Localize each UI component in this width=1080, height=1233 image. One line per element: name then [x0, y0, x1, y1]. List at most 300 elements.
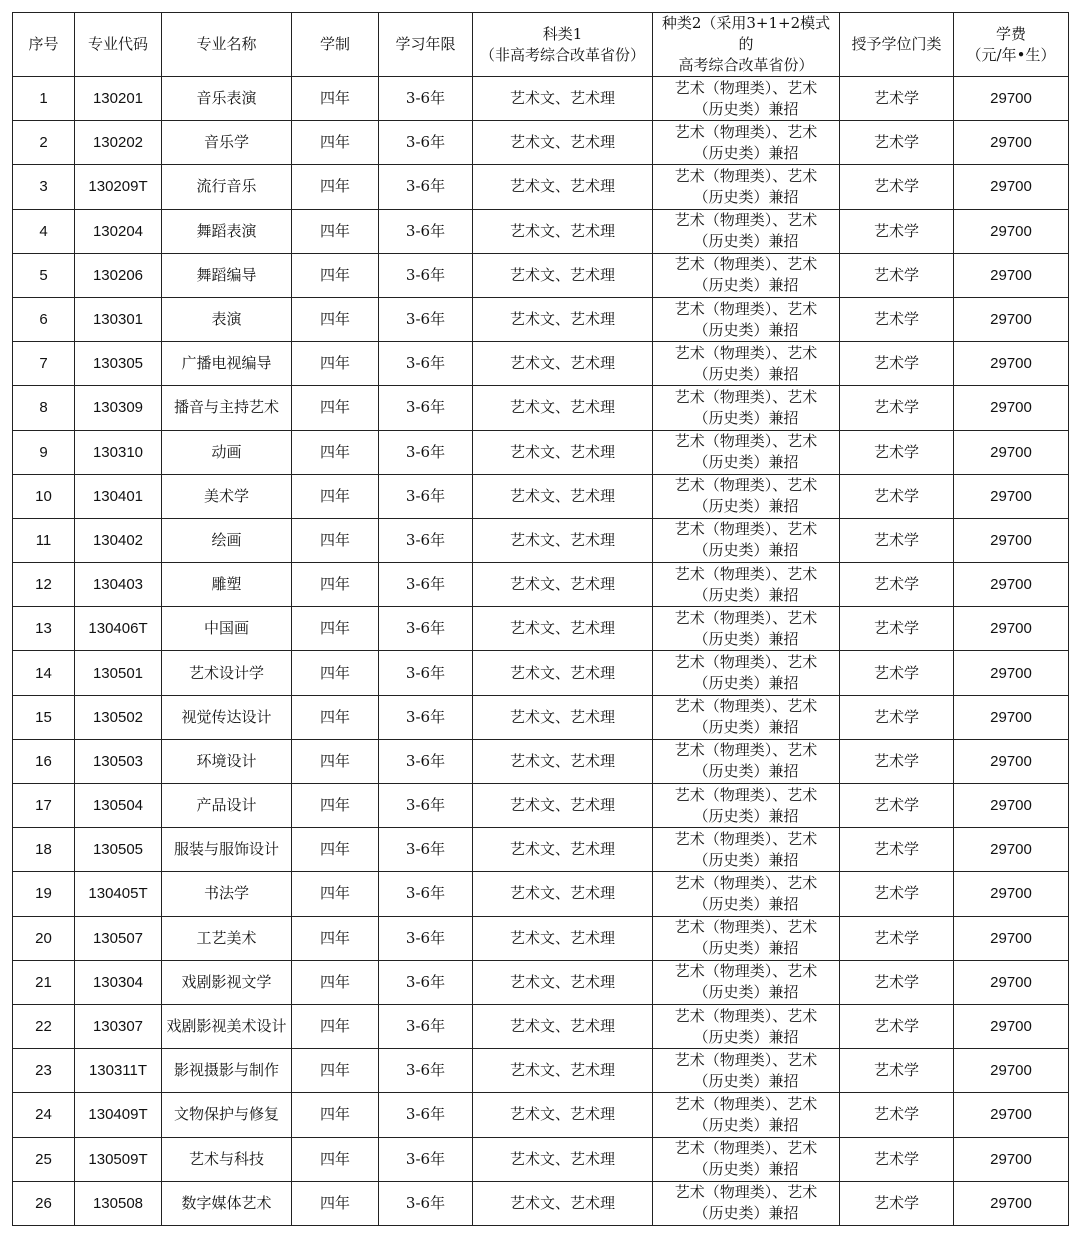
table-row	[13, 77, 1069, 121]
cell-subject1: 艺术文、艺术理	[473, 474, 653, 518]
cell-code: 130206	[75, 253, 162, 297]
cell-system: 四年	[292, 563, 379, 607]
header-name: 专业名称	[162, 13, 292, 77]
cell-fee: 29700	[954, 342, 1069, 386]
cell-seq: 12	[13, 563, 75, 607]
cell-subject2-line2: （历史类）兼招	[693, 1204, 799, 1223]
cell-years: 3-6年	[379, 1004, 473, 1048]
cell-years: 3-6年	[379, 474, 473, 518]
cell-subject2-line1: 艺术（物理类）、艺术	[674, 387, 818, 406]
cell-subject2-line1: 艺术（物理类）、艺术	[674, 608, 818, 627]
cell-seq: 24	[13, 1093, 75, 1137]
cell-code: 130403	[75, 563, 162, 607]
cell-fee: 29700	[954, 607, 1069, 651]
table-row	[13, 828, 1069, 872]
cell-subject2	[653, 828, 840, 872]
cell-fee: 29700	[954, 430, 1069, 474]
cell-fee: 29700	[954, 1004, 1069, 1048]
cell-system: 四年	[292, 607, 379, 651]
cell-subject2-line2: （历史类）兼招	[693, 453, 799, 472]
table-row	[13, 872, 1069, 916]
cell-fee: 29700	[954, 872, 1069, 916]
cell-degree: 艺术学	[840, 607, 954, 651]
cell-subject2-line2: （历史类）兼招	[693, 1160, 799, 1179]
cell-subject2-line1: 艺术（物理类）、艺术	[674, 829, 818, 848]
cell-subject1: 艺术文、艺术理	[473, 739, 653, 783]
table-row	[13, 651, 1069, 695]
cell-subject2-line2: （历史类）兼招	[693, 187, 799, 206]
cell-name: 服装与服饰设计	[162, 828, 292, 872]
cell-code: 130202	[75, 121, 162, 165]
header-subject1-line2: （非高考综合改革省份）	[479, 45, 645, 64]
cell-code: 130409T	[75, 1093, 162, 1137]
cell-degree: 艺术学	[840, 563, 954, 607]
cell-subject1: 艺术文、艺术理	[473, 607, 653, 651]
cell-subject2-line2: （历史类）兼招	[693, 894, 799, 913]
cell-subject2	[653, 430, 840, 474]
cell-subject1: 艺术文、艺术理	[473, 695, 653, 739]
cell-years: 3-6年	[379, 916, 473, 960]
cell-subject2	[653, 1137, 840, 1181]
cell-seq: 22	[13, 1004, 75, 1048]
table-row	[13, 695, 1069, 739]
cell-subject2-line2: （历史类）兼招	[693, 232, 799, 251]
cell-subject2-line1: 艺术（物理类）、艺术	[674, 697, 818, 716]
cell-code: 130509T	[75, 1137, 162, 1181]
cell-subject2-line1: 艺术（物理类）、艺术	[674, 873, 818, 892]
cell-subject2-line2: （历史类）兼招	[693, 806, 799, 825]
cell-name: 数字媒体艺术	[162, 1181, 292, 1225]
header-fee-line2: （元/年•生）	[966, 45, 1056, 64]
cell-subject2-line1: 艺术（物理类）、艺术	[674, 166, 818, 185]
cell-code: 130309	[75, 386, 162, 430]
cell-subject1: 艺术文、艺术理	[473, 1093, 653, 1137]
header-degree: 授予学位门类	[840, 13, 954, 77]
cell-subject2-line1: 艺术（物理类）、艺术	[674, 255, 818, 274]
cell-system: 四年	[292, 1137, 379, 1181]
cell-degree: 艺术学	[840, 297, 954, 341]
cell-name: 戏剧影视文学	[162, 960, 292, 1004]
cell-name: 动画	[162, 430, 292, 474]
cell-system: 四年	[292, 695, 379, 739]
cell-name: 文物保护与修复	[162, 1093, 292, 1137]
cell-code: 130209T	[75, 165, 162, 209]
cell-seq: 11	[13, 518, 75, 562]
cell-fee: 29700	[954, 77, 1069, 121]
cell-subject2	[653, 518, 840, 562]
table-body	[13, 77, 1069, 1226]
cell-name: 舞蹈表演	[162, 209, 292, 253]
cell-name: 表演	[162, 297, 292, 341]
cell-code: 130305	[75, 342, 162, 386]
table-row	[13, 209, 1069, 253]
cell-subject1: 艺术文、艺术理	[473, 297, 653, 341]
cell-subject2-line2: （历史类）兼招	[693, 497, 799, 516]
cell-seq: 17	[13, 784, 75, 828]
cell-seq: 3	[13, 165, 75, 209]
cell-seq: 4	[13, 209, 75, 253]
cell-fee: 29700	[954, 739, 1069, 783]
cell-degree: 艺术学	[840, 916, 954, 960]
cell-name: 中国画	[162, 607, 292, 651]
cell-subject1: 艺术文、艺术理	[473, 386, 653, 430]
cell-degree: 艺术学	[840, 828, 954, 872]
cell-subject2	[653, 297, 840, 341]
cell-subject1: 艺术文、艺术理	[473, 77, 653, 121]
cell-name: 舞蹈编导	[162, 253, 292, 297]
cell-years: 3-6年	[379, 386, 473, 430]
cell-degree: 艺术学	[840, 121, 954, 165]
cell-subject1: 艺术文、艺术理	[473, 1181, 653, 1225]
cell-degree: 艺术学	[840, 77, 954, 121]
cell-system: 四年	[292, 518, 379, 562]
cell-seq: 26	[13, 1181, 75, 1225]
header-fee-line1: 学费	[995, 24, 1026, 43]
cell-fee: 29700	[954, 695, 1069, 739]
cell-system: 四年	[292, 297, 379, 341]
cell-subject2-line1: 艺术（物理类）、艺术	[674, 962, 818, 981]
cell-subject2	[653, 960, 840, 1004]
cell-fee: 29700	[954, 297, 1069, 341]
cell-code: 130405T	[75, 872, 162, 916]
cell-fee: 29700	[954, 1049, 1069, 1093]
cell-subject2	[653, 474, 840, 518]
header-system: 学制	[292, 13, 379, 77]
cell-name: 产品设计	[162, 784, 292, 828]
cell-years: 3-6年	[379, 518, 473, 562]
cell-subject2-line1: 艺术（物理类）、艺术	[674, 653, 818, 672]
cell-system: 四年	[292, 960, 379, 1004]
cell-seq: 6	[13, 297, 75, 341]
cell-subject1: 艺术文、艺术理	[473, 209, 653, 253]
cell-subject2	[653, 651, 840, 695]
cell-subject2-line2: （历史类）兼招	[693, 983, 799, 1002]
table-row	[13, 739, 1069, 783]
cell-fee: 29700	[954, 651, 1069, 695]
cell-subject1: 艺术文、艺术理	[473, 253, 653, 297]
cell-subject2	[653, 1049, 840, 1093]
cell-degree: 艺术学	[840, 784, 954, 828]
cell-subject1: 艺术文、艺术理	[473, 960, 653, 1004]
cell-code: 130311T	[75, 1049, 162, 1093]
cell-system: 四年	[292, 342, 379, 386]
cell-subject2-line2: （历史类）兼招	[693, 1071, 799, 1090]
cell-fee: 29700	[954, 209, 1069, 253]
cell-subject2	[653, 784, 840, 828]
cell-degree: 艺术学	[840, 518, 954, 562]
cell-subject2-line2: （历史类）兼招	[693, 99, 799, 118]
cell-subject2-line2: （历史类）兼招	[693, 939, 799, 958]
table-row	[13, 297, 1069, 341]
cell-seq: 18	[13, 828, 75, 872]
table-row	[13, 121, 1069, 165]
cell-subject2	[653, 209, 840, 253]
cell-name: 戏剧影视美术设计	[162, 1004, 292, 1048]
cell-degree: 艺术学	[840, 386, 954, 430]
cell-seq: 15	[13, 695, 75, 739]
cell-name: 流行音乐	[162, 165, 292, 209]
header-seq: 序号	[13, 13, 75, 77]
cell-subject2-line2: （历史类）兼招	[693, 320, 799, 339]
cell-degree: 艺术学	[840, 1093, 954, 1137]
table-row	[13, 563, 1069, 607]
cell-seq: 8	[13, 386, 75, 430]
cell-subject1: 艺术文、艺术理	[473, 430, 653, 474]
header-years: 学习年限	[379, 13, 473, 77]
cell-system: 四年	[292, 209, 379, 253]
cell-subject2-line1: 艺术（物理类）、艺术	[674, 918, 818, 937]
cell-system: 四年	[292, 77, 379, 121]
table-row	[13, 518, 1069, 562]
cell-subject2-line1: 艺术（物理类）、艺术	[674, 343, 818, 362]
cell-seq: 20	[13, 916, 75, 960]
cell-years: 3-6年	[379, 1181, 473, 1225]
cell-degree: 艺术学	[840, 1004, 954, 1048]
cell-years: 3-6年	[379, 872, 473, 916]
cell-code: 130301	[75, 297, 162, 341]
major-table	[12, 12, 1069, 1226]
cell-subject2-line2: （历史类）兼招	[693, 629, 799, 648]
cell-code: 130201	[75, 77, 162, 121]
cell-subject2	[653, 253, 840, 297]
table-row	[13, 607, 1069, 651]
cell-system: 四年	[292, 474, 379, 518]
cell-system: 四年	[292, 253, 379, 297]
cell-code: 130504	[75, 784, 162, 828]
cell-name: 广播电视编导	[162, 342, 292, 386]
cell-seq: 25	[13, 1137, 75, 1181]
cell-years: 3-6年	[379, 165, 473, 209]
cell-subject2-line1: 艺术（物理类）、艺术	[674, 122, 818, 141]
cell-name: 播音与主持艺术	[162, 386, 292, 430]
cell-subject2	[653, 607, 840, 651]
cell-seq: 5	[13, 253, 75, 297]
cell-subject2	[653, 872, 840, 916]
cell-subject2-line2: （历史类）兼招	[693, 850, 799, 869]
cell-subject2-line1: 艺术（物理类）、艺术	[674, 741, 818, 760]
table-row	[13, 1181, 1069, 1225]
cell-code: 130401	[75, 474, 162, 518]
cell-years: 3-6年	[379, 607, 473, 651]
cell-code: 130304	[75, 960, 162, 1004]
cell-system: 四年	[292, 1049, 379, 1093]
cell-subject2	[653, 121, 840, 165]
cell-code: 130307	[75, 1004, 162, 1048]
cell-degree: 艺术学	[840, 960, 954, 1004]
cell-years: 3-6年	[379, 651, 473, 695]
cell-subject2-line1: 艺术（物理类）、艺术	[674, 211, 818, 230]
cell-subject2-line1: 艺术（物理类）、艺术	[674, 520, 818, 539]
cell-degree: 艺术学	[840, 253, 954, 297]
cell-years: 3-6年	[379, 209, 473, 253]
cell-subject1: 艺术文、艺术理	[473, 342, 653, 386]
cell-degree: 艺术学	[840, 872, 954, 916]
cell-degree: 艺术学	[840, 474, 954, 518]
cell-subject2-line1: 艺术（物理类）、艺术	[674, 1050, 818, 1069]
cell-subject2	[653, 1181, 840, 1225]
cell-subject2-line2: （历史类）兼招	[693, 1027, 799, 1046]
cell-subject2-line2: （历史类）兼招	[693, 762, 799, 781]
cell-subject1: 艺术文、艺术理	[473, 872, 653, 916]
cell-degree: 艺术学	[840, 430, 954, 474]
header-subject1-line1: 科类1	[542, 24, 583, 43]
cell-fee: 29700	[954, 1181, 1069, 1225]
cell-degree: 艺术学	[840, 1181, 954, 1225]
header-code: 专业代码	[75, 13, 162, 77]
cell-system: 四年	[292, 784, 379, 828]
header-row	[13, 13, 1069, 77]
cell-subject1: 艺术文、艺术理	[473, 651, 653, 695]
cell-subject2-line2: （历史类）兼招	[693, 718, 799, 737]
table-row	[13, 916, 1069, 960]
cell-system: 四年	[292, 1181, 379, 1225]
cell-subject2-line1: 艺术（物理类）、艺术	[674, 564, 818, 583]
cell-seq: 23	[13, 1049, 75, 1093]
cell-subject2	[653, 342, 840, 386]
header-subject1	[473, 13, 653, 77]
cell-system: 四年	[292, 1004, 379, 1048]
cell-subject2	[653, 1004, 840, 1048]
table-row	[13, 165, 1069, 209]
cell-code: 130507	[75, 916, 162, 960]
cell-subject2-line1: 艺术（物理类）、艺术	[674, 1006, 818, 1025]
cell-years: 3-6年	[379, 1137, 473, 1181]
cell-subject2	[653, 1093, 840, 1137]
cell-code: 130508	[75, 1181, 162, 1225]
cell-years: 3-6年	[379, 297, 473, 341]
cell-degree: 艺术学	[840, 209, 954, 253]
cell-seq: 9	[13, 430, 75, 474]
cell-fee: 29700	[954, 960, 1069, 1004]
cell-subject2-line1: 艺术（物理类）、艺术	[674, 476, 818, 495]
table-row	[13, 474, 1069, 518]
cell-subject2-line2: （历史类）兼招	[693, 585, 799, 604]
cell-subject2-line2: （历史类）兼招	[693, 674, 799, 693]
cell-name: 视觉传达设计	[162, 695, 292, 739]
cell-subject2-line1: 艺术（物理类）、艺术	[674, 299, 818, 318]
cell-subject2-line1: 艺术（物理类）、艺术	[674, 1139, 818, 1158]
cell-name: 美术学	[162, 474, 292, 518]
cell-seq: 19	[13, 872, 75, 916]
cell-system: 四年	[292, 828, 379, 872]
cell-system: 四年	[292, 165, 379, 209]
cell-subject2-line2: （历史类）兼招	[693, 1115, 799, 1134]
cell-seq: 10	[13, 474, 75, 518]
cell-subject1: 艺术文、艺术理	[473, 1137, 653, 1181]
table-row	[13, 253, 1069, 297]
cell-code: 130204	[75, 209, 162, 253]
cell-subject2	[653, 77, 840, 121]
cell-fee: 29700	[954, 253, 1069, 297]
header-subject2-line1: 种类2（采用3+1+2模式的	[661, 14, 831, 53]
cell-name: 音乐学	[162, 121, 292, 165]
cell-name: 艺术设计学	[162, 651, 292, 695]
cell-subject1: 艺术文、艺术理	[473, 916, 653, 960]
cell-code: 130505	[75, 828, 162, 872]
cell-name: 音乐表演	[162, 77, 292, 121]
cell-years: 3-6年	[379, 253, 473, 297]
cell-system: 四年	[292, 121, 379, 165]
cell-system: 四年	[292, 651, 379, 695]
cell-years: 3-6年	[379, 960, 473, 1004]
cell-degree: 艺术学	[840, 651, 954, 695]
cell-subject2	[653, 739, 840, 783]
cell-seq: 1	[13, 77, 75, 121]
cell-subject1: 艺术文、艺术理	[473, 563, 653, 607]
cell-subject2-line2: （历史类）兼招	[693, 541, 799, 560]
table-row	[13, 1093, 1069, 1137]
table-row	[13, 960, 1069, 1004]
cell-fee: 29700	[954, 1093, 1069, 1137]
table-row	[13, 784, 1069, 828]
cell-years: 3-6年	[379, 784, 473, 828]
cell-system: 四年	[292, 739, 379, 783]
cell-system: 四年	[292, 916, 379, 960]
cell-name: 绘画	[162, 518, 292, 562]
header-fee	[954, 13, 1069, 77]
cell-subject2-line1: 艺术（物理类）、艺术	[674, 785, 818, 804]
cell-fee: 29700	[954, 518, 1069, 562]
cell-fee: 29700	[954, 474, 1069, 518]
cell-subject2-line1: 艺术（物理类）、艺术	[674, 1183, 818, 1202]
cell-years: 3-6年	[379, 121, 473, 165]
cell-name: 环境设计	[162, 739, 292, 783]
cell-name: 书法学	[162, 872, 292, 916]
cell-subject1: 艺术文、艺术理	[473, 165, 653, 209]
cell-subject2	[653, 695, 840, 739]
cell-years: 3-6年	[379, 1049, 473, 1093]
cell-seq: 21	[13, 960, 75, 1004]
cell-years: 3-6年	[379, 430, 473, 474]
cell-degree: 艺术学	[840, 739, 954, 783]
cell-subject2	[653, 165, 840, 209]
cell-system: 四年	[292, 1093, 379, 1137]
cell-seq: 7	[13, 342, 75, 386]
cell-fee: 29700	[954, 563, 1069, 607]
header-subject2	[653, 13, 840, 77]
cell-subject2-line2: （历史类）兼招	[693, 276, 799, 295]
cell-code: 130406T	[75, 607, 162, 651]
cell-fee: 29700	[954, 121, 1069, 165]
cell-subject2-line2: （历史类）兼招	[693, 143, 799, 162]
cell-years: 3-6年	[379, 828, 473, 872]
cell-years: 3-6年	[379, 342, 473, 386]
cell-fee: 29700	[954, 386, 1069, 430]
cell-subject1: 艺术文、艺术理	[473, 121, 653, 165]
cell-system: 四年	[292, 872, 379, 916]
cell-subject2-line1: 艺术（物理类）、艺术	[674, 1094, 818, 1113]
cell-fee: 29700	[954, 165, 1069, 209]
cell-system: 四年	[292, 430, 379, 474]
cell-subject2	[653, 386, 840, 430]
table-row	[13, 386, 1069, 430]
cell-name: 艺术与科技	[162, 1137, 292, 1181]
cell-seq: 13	[13, 607, 75, 651]
cell-name: 影视摄影与制作	[162, 1049, 292, 1093]
table-row	[13, 1137, 1069, 1181]
cell-subject1: 艺术文、艺术理	[473, 518, 653, 562]
cell-name: 工艺美术	[162, 916, 292, 960]
cell-fee: 29700	[954, 916, 1069, 960]
cell-fee: 29700	[954, 784, 1069, 828]
header-subject2-line2: 高考综合改革省份）	[678, 56, 814, 74]
table-row	[13, 1049, 1069, 1093]
cell-seq: 14	[13, 651, 75, 695]
cell-degree: 艺术学	[840, 1137, 954, 1181]
cell-subject2	[653, 563, 840, 607]
cell-subject2-line2: （历史类）兼招	[693, 364, 799, 383]
table-row	[13, 342, 1069, 386]
